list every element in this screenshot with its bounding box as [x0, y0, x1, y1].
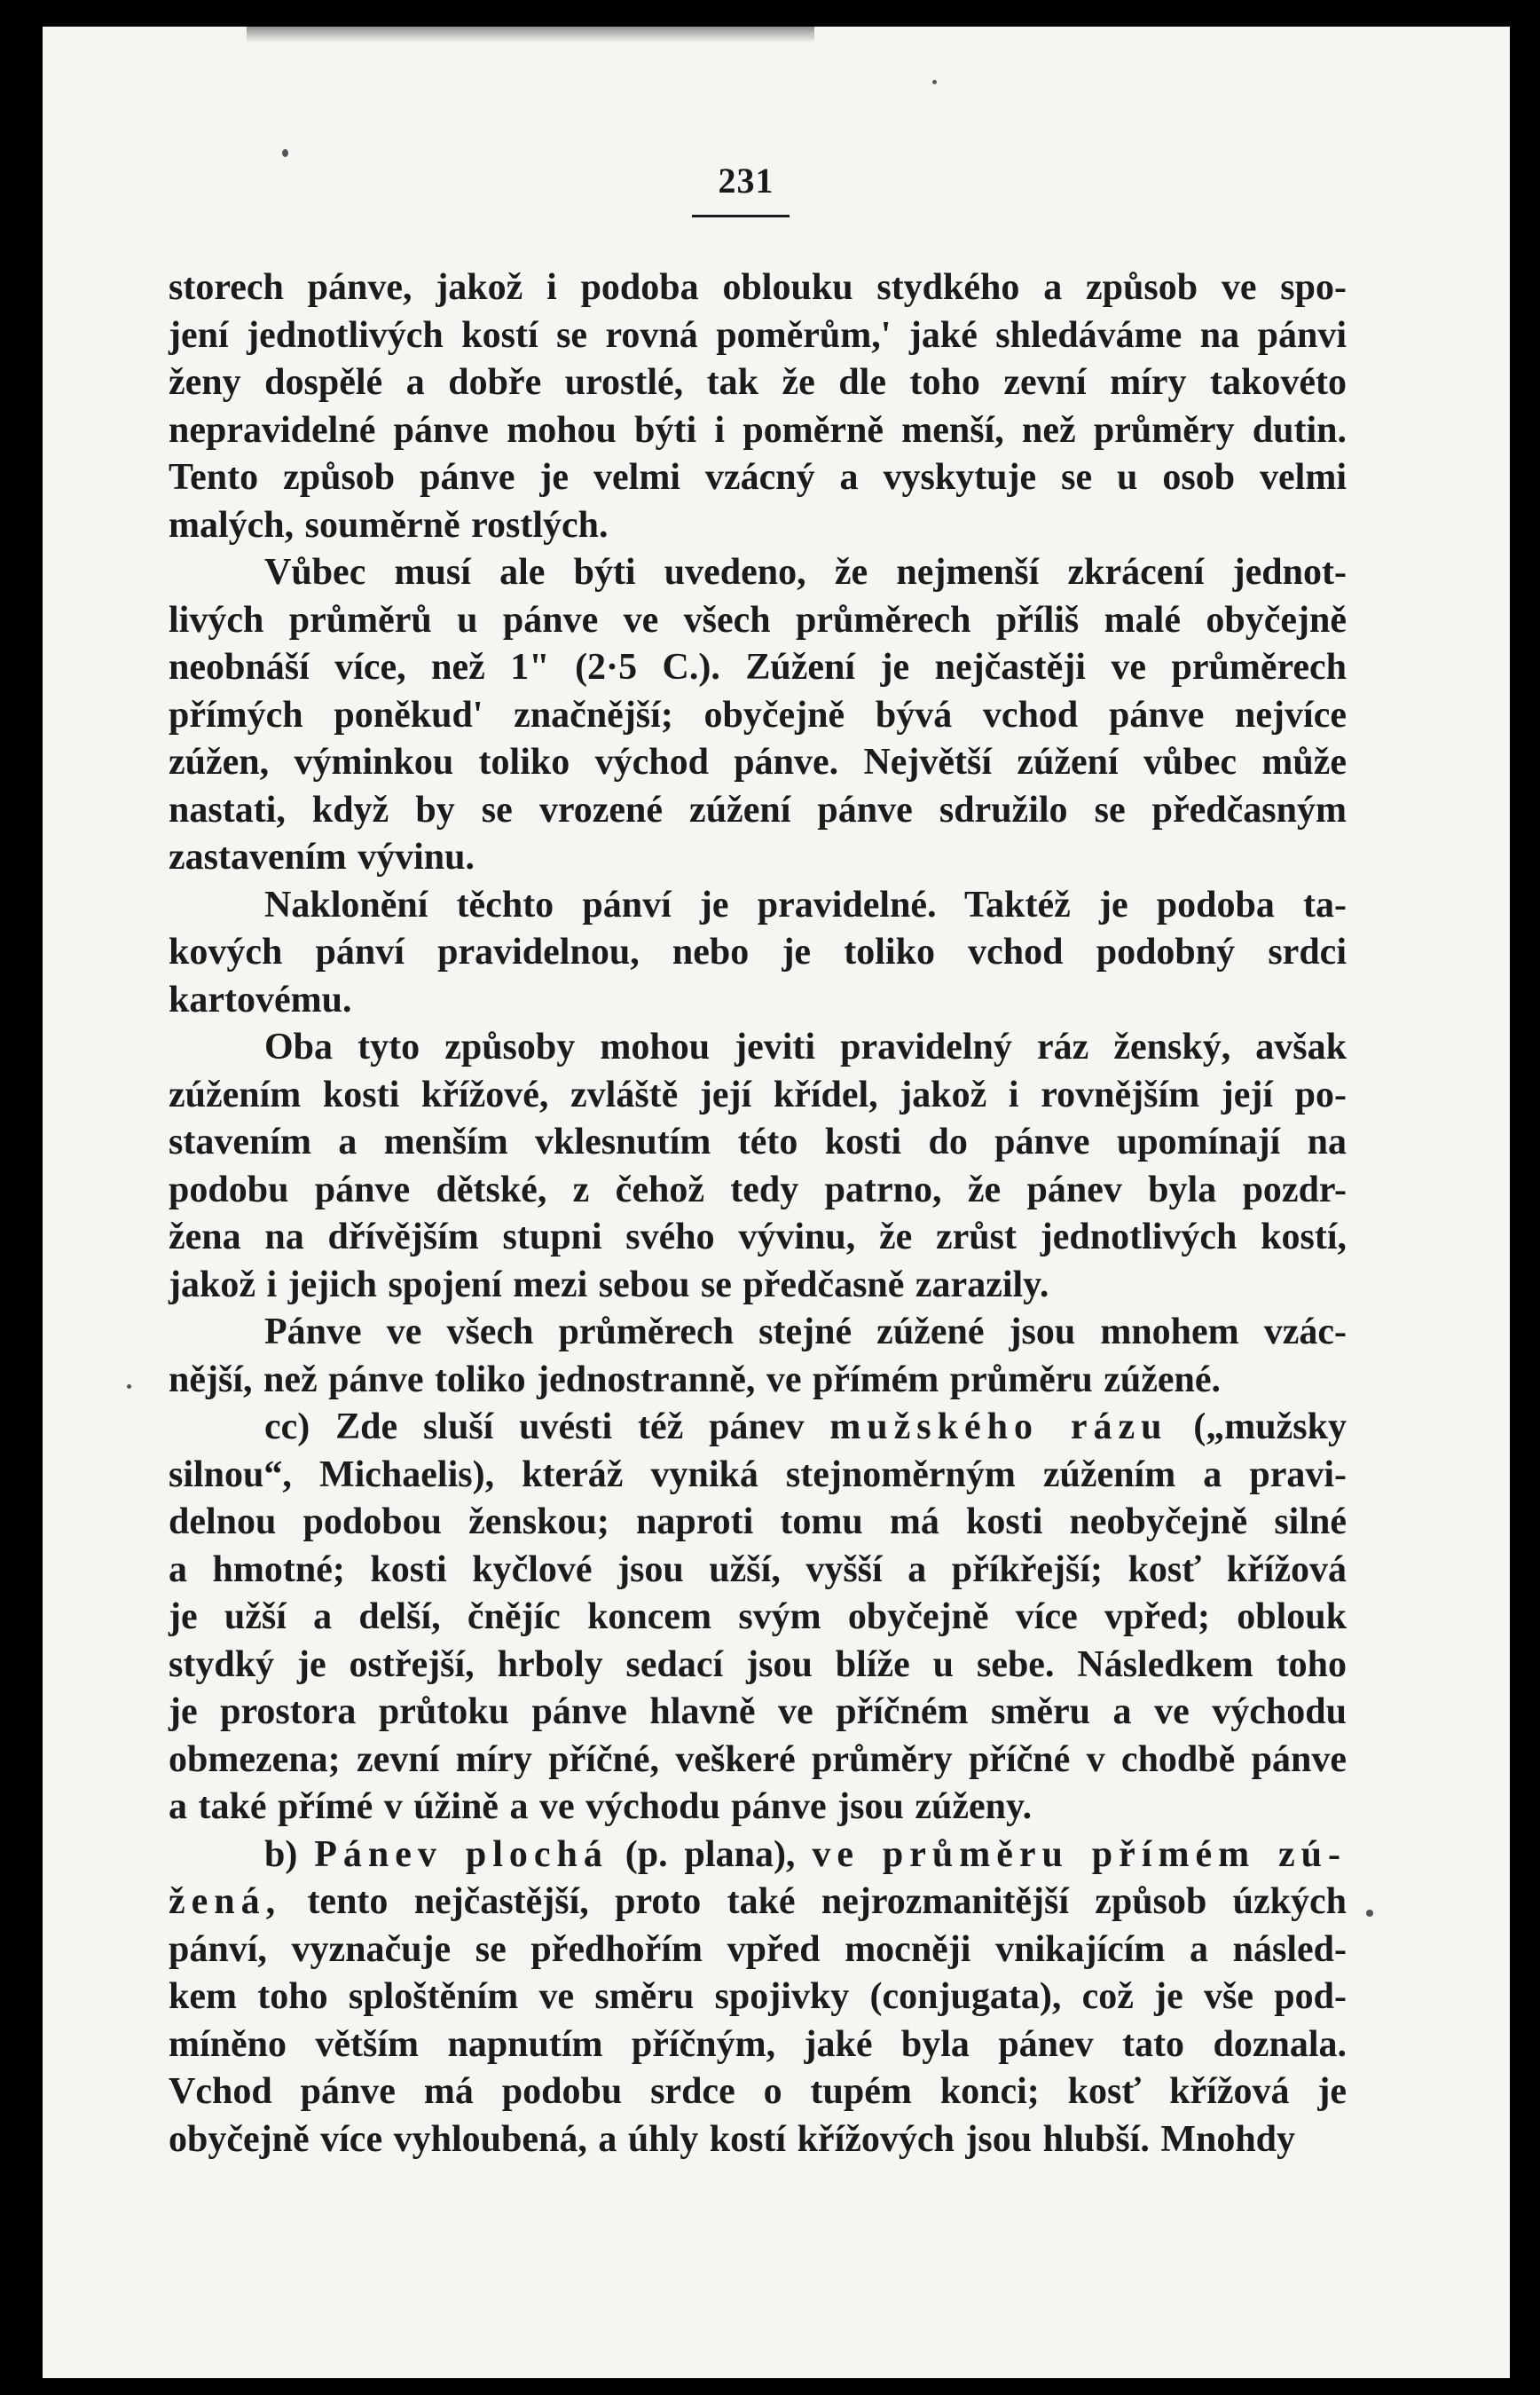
text-line: stavením a menším vklesnutím této kosti do pánve upomínají na [169, 1122, 1347, 1162]
text-line: obyčejně více vyhloubená, a úhly kostí křížových jsou hlubší. Mnohdy [169, 2118, 1296, 2160]
b-spaced-term-a: Pánev plochá [314, 1833, 609, 1875]
text-line: je užší a delší, čnějíc koncem svým obyčejně více vpřed; oblouk [169, 1596, 1347, 1637]
scan-speck [127, 1384, 131, 1389]
text-line: storech pánve, jakož i podoba oblouku stydkého a způsob ve spo- [169, 267, 1347, 308]
text-line: Vchod pánve má podobu srdce o tupém konci; kosť křížová je [169, 2071, 1347, 2112]
text-line: ženy dospělé a dobře urostlé, tak že dle toho zevní míry takovéto [169, 362, 1347, 403]
scan-speck [282, 149, 288, 157]
text-line: přímých poněkud' značnější; obyčejně bývá vchod pánve nejvíce [169, 694, 1347, 736]
text-line: žena na dřívějším stupni svého vývinu, že zrůst jednotlivých kostí, [169, 1217, 1347, 1257]
text-line: pánví, vyznačuje se předhořím vpřed mocněji vnikajícím a násled- [169, 1928, 1347, 1970]
b-mid: (p. plana), [608, 1833, 813, 1875]
text-line: Naklonění těchto pánví je pravidelné. Taktéž je podoba ta- [264, 884, 1347, 926]
text-line-cc [169, 1404, 1347, 1452]
text-line: a hmotné; kosti kyčlové jsou užší, vyšší a příkřejší; kosť křížová [169, 1548, 1347, 1590]
cc-prefix: cc) Zde sluší uvésti též pánev [264, 1406, 830, 1447]
b-prefix: b) [264, 1833, 315, 1875]
text-line: silnou“, Michaelis), kteráž vyniká stejnoměrným zúžením a pravi- [169, 1454, 1347, 1495]
text-line: obmezena; zevní míry příčné, veškeré průměry příčné v chodbě pánve [169, 1738, 1347, 1780]
b2-spaced-term: žená, [169, 1881, 282, 1922]
text-line-b [169, 1832, 1347, 1879]
text-line: podobu pánve dětské, z čehož tedy patrno, že pánev byla pozdr- [169, 1169, 1347, 1210]
text-line: jakož i jejich spojení mezi sebou se předčasně zarazily. [169, 1264, 1049, 1305]
text-line: míněno větším napnutím příčným, jaké byla pánev tato doznala. [169, 2023, 1347, 2065]
text-line: Vůbec musí ale býti uvedeno, že nejmenší zkrácení jednot- [264, 552, 1347, 593]
text-line-b2 [169, 1879, 1347, 1926]
page-number: 231 [718, 161, 774, 201]
text-line: zastavením vývinu. [169, 837, 475, 878]
scan-smudge [247, 27, 814, 43]
text-line: je prostora průtoku pánve hlavně ve příčném směru a ve východu [169, 1691, 1347, 1732]
text-line: jení jednotlivých kostí se rovná poměrům,' jaké shledáváme na pánvi [169, 314, 1347, 356]
text-line: Oba tyto způsoby mohou jeviti pravidelný ráz ženský, avšak [264, 1027, 1347, 1068]
text-line: zúžením kosti křížové, zvláště její křídel, jakož i rovnějším její po- [169, 1074, 1347, 1115]
text-line: Pánve ve všech průměrech stejné zúžené jsou mnohem vzác- [264, 1312, 1347, 1352]
book-page [43, 27, 1510, 2378]
page-number-underline [692, 215, 790, 217]
text-line: zúžen, výminkou toliko východ pánve. Největší zúžení vůbec může [169, 742, 1347, 783]
text-line: kových pánví pravidelnou, nebo je toliko vchod podobný srdci [169, 932, 1347, 973]
text-line: nastati, když by se vrozené zúžení pánve sdružilo se předčasným [169, 789, 1347, 831]
text-line: kem toho sploštěním ve směru spojivky (conjugata), což je vše pod- [169, 1976, 1347, 2017]
text-line: malých, souměrně rostlých. [169, 504, 609, 546]
text-line: livých průměrů u pánve ve všech průměrech příliš malé obyčejně [169, 599, 1347, 641]
text-line: Tento způsob pánve je velmi vzácný a vyskytuje se u osob velmi [169, 457, 1347, 498]
text-line: kartovému. [169, 979, 352, 1020]
b-spaced-term-b: ve průměru přímém zú- [812, 1833, 1347, 1875]
text-line: a také přímé v úžině a ve východu pánve jsou zúženy. [169, 1786, 1033, 1827]
text-line: neobnáší více, než 1" (2·5 C.). Zúžení je nejčastěji ve průměrech [169, 647, 1347, 688]
body-text [169, 264, 1347, 2163]
scan-speck [932, 80, 937, 84]
text-line: delnou podobou ženskou; naproti tomu má kosti neobyčejně silné [169, 1501, 1347, 1542]
b2-suffix: tento nejčastější, proto také nejrozmanitější způsob úzkých [281, 1881, 1347, 1922]
scan-speck [1366, 1910, 1373, 1917]
text-line: nější, než pánve toliko jednostranně, ve přímém průměru zúžené. [169, 1359, 1222, 1400]
text-line: stydký je ostřejší, hrboly sedací jsou blíže u sebe. Následkem toho [169, 1643, 1347, 1685]
text-line: nepravidelné pánve mohou býti i poměrně menší, než průměry dutin. [169, 409, 1347, 451]
cc-spaced-term: mužského rázu [829, 1406, 1168, 1447]
cc-suffix: („mužsky [1167, 1406, 1347, 1447]
